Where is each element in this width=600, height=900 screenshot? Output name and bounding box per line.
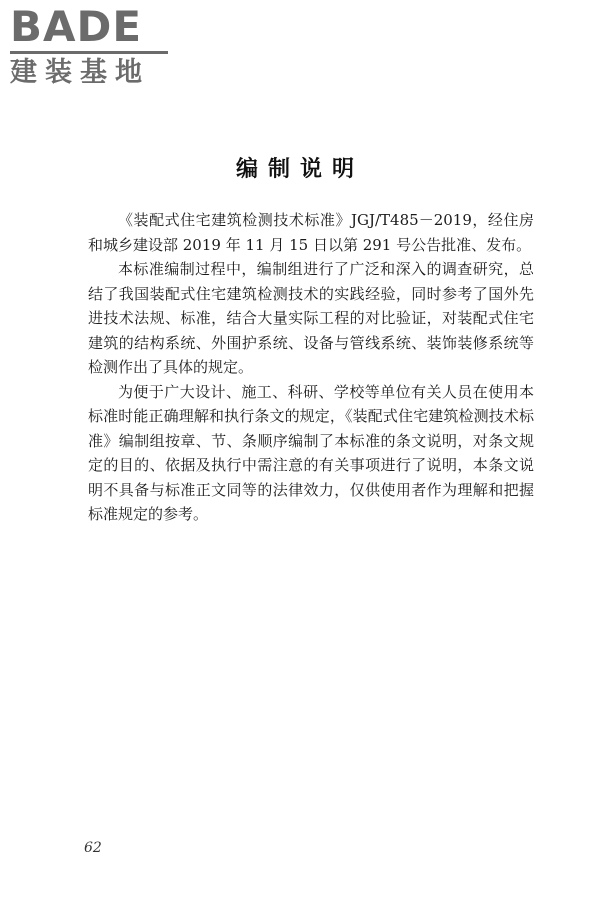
logo-divider xyxy=(10,51,168,54)
page-title: 编制说明 xyxy=(235,157,364,182)
logo-brand-en: BADE xyxy=(10,2,143,51)
paragraph-2: 本标准编制过程中，编制组进行了广泛和深入的调查研究，总结了我国装配式住宅建筑检测技术的实践经验，同时参考了国外先进技术法规、标准，结合大量实际工程的对比验证，对装配式住宅建筑的结构系统、外围护系统、设备与管线系统、装饰装修系统等检测作出了具体的规定。 xyxy=(88,260,534,376)
paragraph-3: 为便于广大设计、施工、科研、学校等单位有关人员在使用本标准时能正确理解和执行条文的规定，《装配式住宅建筑检测技术标准》编制组按章、节、条顺序编制了本标准的条文说明，对条文规定的目的、依据及执行中需注意的有关事项进行了说明，本条文说明不具备与标准正文同等的法律效力，仅供使用者作为理解和把握标准规定的参考。 xyxy=(88,382,534,523)
page-number: 62 xyxy=(84,840,102,856)
paragraph-1: 《装配式住宅建筑检测技术标准》JGJ/T485－2019，经住房和城乡建设部 2019 年 11 月 15 日以第 291 号公告批准、发布。 xyxy=(88,211,534,254)
logo-brand-cn: 建装基地 xyxy=(10,57,150,88)
brand-logo xyxy=(10,4,175,90)
body-text xyxy=(88,208,534,527)
